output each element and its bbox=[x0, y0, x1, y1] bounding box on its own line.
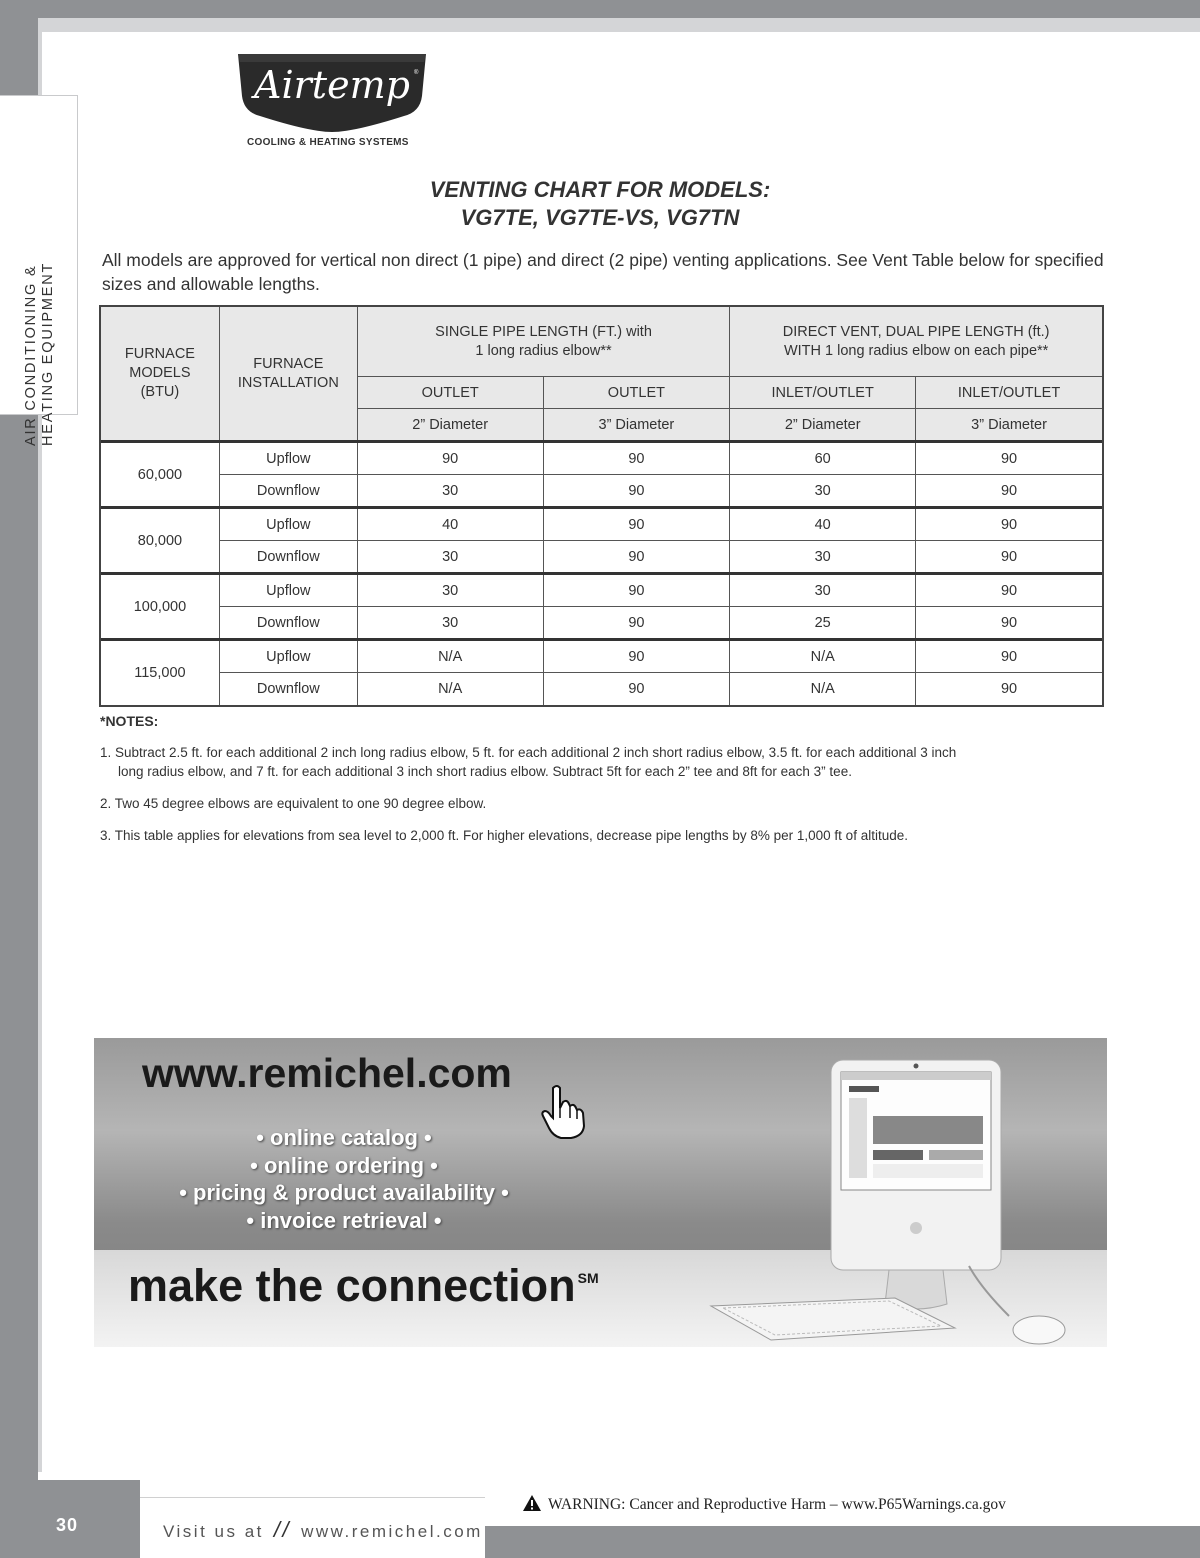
table-row bbox=[101, 673, 1103, 706]
table-row bbox=[101, 541, 1103, 574]
install-cell: Upflow bbox=[219, 574, 357, 607]
value-cell: 90 bbox=[916, 475, 1103, 508]
table-row bbox=[101, 640, 1103, 673]
install-cell: Downflow bbox=[219, 541, 357, 574]
note-1-line2: long radius elbow, and 7 ft. for each additional 3 inch short radius elbow. Subtract 5ft for each 2” tee and 8ft for each 3” tee. bbox=[118, 764, 852, 779]
value-cell: 30 bbox=[357, 475, 543, 508]
header-single-pipe: SINGLE PIPE LENGTH (FT.) with 1 long radius elbow** bbox=[357, 307, 729, 377]
footer-url[interactable]: www.remichel.com bbox=[301, 1522, 483, 1541]
value-cell: 90 bbox=[916, 541, 1103, 574]
install-cell: Downflow bbox=[219, 673, 357, 706]
value-cell: 30 bbox=[357, 541, 543, 574]
remichel-banner[interactable] bbox=[94, 1038, 1107, 1347]
value-cell: N/A bbox=[357, 640, 543, 673]
svg-text:®: ® bbox=[414, 70, 419, 76]
title-line1: VENTING CHART FOR MODELS: bbox=[429, 177, 771, 202]
airtemp-logo bbox=[234, 52, 430, 132]
notes-section bbox=[100, 712, 1100, 858]
header-furnace-models: FURNACE MODELS (BTU) bbox=[101, 307, 220, 442]
banner-item: • online ordering • bbox=[250, 1152, 438, 1178]
install-cell: Upflow bbox=[219, 442, 357, 475]
table-row bbox=[101, 574, 1103, 607]
value-cell: 90 bbox=[543, 574, 730, 607]
header-furnace-installation: FURNACE INSTALLATION bbox=[219, 307, 357, 442]
banner-tagline: make the connection ℠ bbox=[128, 1260, 599, 1311]
header-diameter-3-dual: 3” Diameter bbox=[916, 409, 1103, 442]
header-diameter-2-single: 2” Diameter bbox=[357, 409, 543, 442]
value-cell: 25 bbox=[730, 607, 916, 640]
value-cell: 30 bbox=[730, 475, 916, 508]
intro-paragraph: All models are approved for vertical non direct (1 pipe) and direct (2 pipe) venting applications. See Vent Table below for specified sizes and allowable lengths. bbox=[102, 250, 1104, 294]
banner-item: • pricing & product availability • bbox=[179, 1180, 509, 1205]
banner-item: • invoice retrieval • bbox=[246, 1207, 442, 1233]
banner-feature-list bbox=[154, 1124, 534, 1234]
header-dual-pipe: DIRECT VENT, DUAL PIPE LENGTH (ft.) WITH 1 long radius elbow on each pipe** bbox=[730, 307, 1103, 377]
warning-icon bbox=[522, 1494, 542, 1512]
computer-illustration bbox=[709, 1058, 1104, 1347]
value-cell: 90 bbox=[543, 607, 730, 640]
install-cell: Downflow bbox=[219, 607, 357, 640]
value-cell: 90 bbox=[916, 442, 1103, 475]
header-inlet-outlet-2: INLET/OUTLET bbox=[730, 377, 916, 409]
install-cell: Downflow bbox=[219, 475, 357, 508]
header-diameter-2-dual: 2” Diameter bbox=[730, 409, 916, 442]
value-cell: 90 bbox=[543, 442, 730, 475]
section-side-tab bbox=[0, 95, 78, 446]
value-cell: 90 bbox=[543, 640, 730, 673]
side-tab-line1: AIR CONDITIONING & bbox=[23, 264, 39, 446]
title-line2: VG7TE, VG7TE-VS, VG7TN bbox=[460, 205, 740, 230]
value-cell: 90 bbox=[357, 442, 543, 475]
venting-table bbox=[100, 306, 1103, 706]
value-cell: 90 bbox=[916, 574, 1103, 607]
note-2: 2. Two 45 degree elbows are equivalent to one 90 degree elbow. bbox=[100, 796, 487, 811]
note-1-line1: 1. Subtract 2.5 ft. for each additional 2 inch long radius elbow, 5 ft. for each additional 2 inch short radius elbow, 3.5 ft. for each additional 3 inch bbox=[100, 745, 957, 760]
table-row bbox=[101, 442, 1103, 475]
footer-right-bar bbox=[485, 1526, 1200, 1558]
footer-separator: // bbox=[273, 1517, 292, 1542]
page-title bbox=[300, 176, 900, 232]
value-cell: 40 bbox=[730, 508, 916, 541]
value-cell: 40 bbox=[357, 508, 543, 541]
value-cell: 90 bbox=[916, 508, 1103, 541]
svg-text:Airtemp: Airtemp bbox=[254, 63, 410, 107]
prop65-warning bbox=[522, 1494, 1006, 1514]
banner-url[interactable]: www.remichel.com bbox=[142, 1050, 512, 1096]
warning-text: WARNING: Cancer and Reproductive Harm – www.P65Warnings.ca.gov bbox=[548, 1496, 1006, 1513]
install-cell: Upflow bbox=[219, 508, 357, 541]
note-1 bbox=[100, 743, 1100, 781]
value-cell: 90 bbox=[543, 508, 730, 541]
value-cell: 30 bbox=[730, 541, 916, 574]
value-cell: 30 bbox=[357, 574, 543, 607]
logo-tagline: COOLING & HEATING SYSTEMS bbox=[247, 137, 409, 148]
value-cell: N/A bbox=[730, 640, 916, 673]
btu-cell: 100,000 bbox=[101, 574, 220, 640]
notes-heading: *NOTES: bbox=[100, 713, 159, 729]
header-outlet-3: OUTLET bbox=[543, 377, 730, 409]
footer-visit-link[interactable] bbox=[163, 1517, 483, 1543]
page-number: 30 bbox=[56, 1515, 79, 1535]
value-cell: N/A bbox=[730, 673, 916, 706]
install-cell: Upflow bbox=[219, 640, 357, 673]
value-cell: 90 bbox=[916, 640, 1103, 673]
header-outlet-2: OUTLET bbox=[357, 377, 543, 409]
btu-cell: 80,000 bbox=[101, 508, 220, 574]
frame-top-bar bbox=[0, 0, 1200, 18]
table-row bbox=[101, 607, 1103, 640]
header-diameter-3-single: 3” Diameter bbox=[543, 409, 730, 442]
value-cell: 30 bbox=[357, 607, 543, 640]
value-cell: 90 bbox=[916, 607, 1103, 640]
banner-item: • online catalog • bbox=[256, 1125, 432, 1150]
value-cell: N/A bbox=[357, 673, 543, 706]
value-cell: 90 bbox=[543, 475, 730, 508]
header-inlet-outlet-3: INLET/OUTLET bbox=[916, 377, 1103, 409]
note-3: 3. This table applies for elevations from sea level to 2,000 ft. For higher elevations, decrease pipe lengths by 8% per 1,000 ft of altitude. bbox=[100, 828, 908, 843]
value-cell: 90 bbox=[543, 541, 730, 574]
btu-cell: 60,000 bbox=[101, 442, 220, 508]
service-mark: SM bbox=[577, 1270, 599, 1286]
table-row bbox=[101, 475, 1103, 508]
table-row bbox=[101, 508, 1103, 541]
hand-cursor-icon bbox=[539, 1084, 589, 1140]
value-cell: 30 bbox=[730, 574, 916, 607]
footer-visit-label: Visit us at bbox=[163, 1522, 264, 1541]
value-cell: 90 bbox=[916, 673, 1103, 706]
frame-inner-top-bar bbox=[38, 18, 1200, 32]
value-cell: 60 bbox=[730, 442, 916, 475]
btu-cell: 115,000 bbox=[101, 640, 220, 706]
side-tab-line2: HEATING EQUIPMENT bbox=[40, 261, 56, 446]
value-cell: 90 bbox=[543, 673, 730, 706]
